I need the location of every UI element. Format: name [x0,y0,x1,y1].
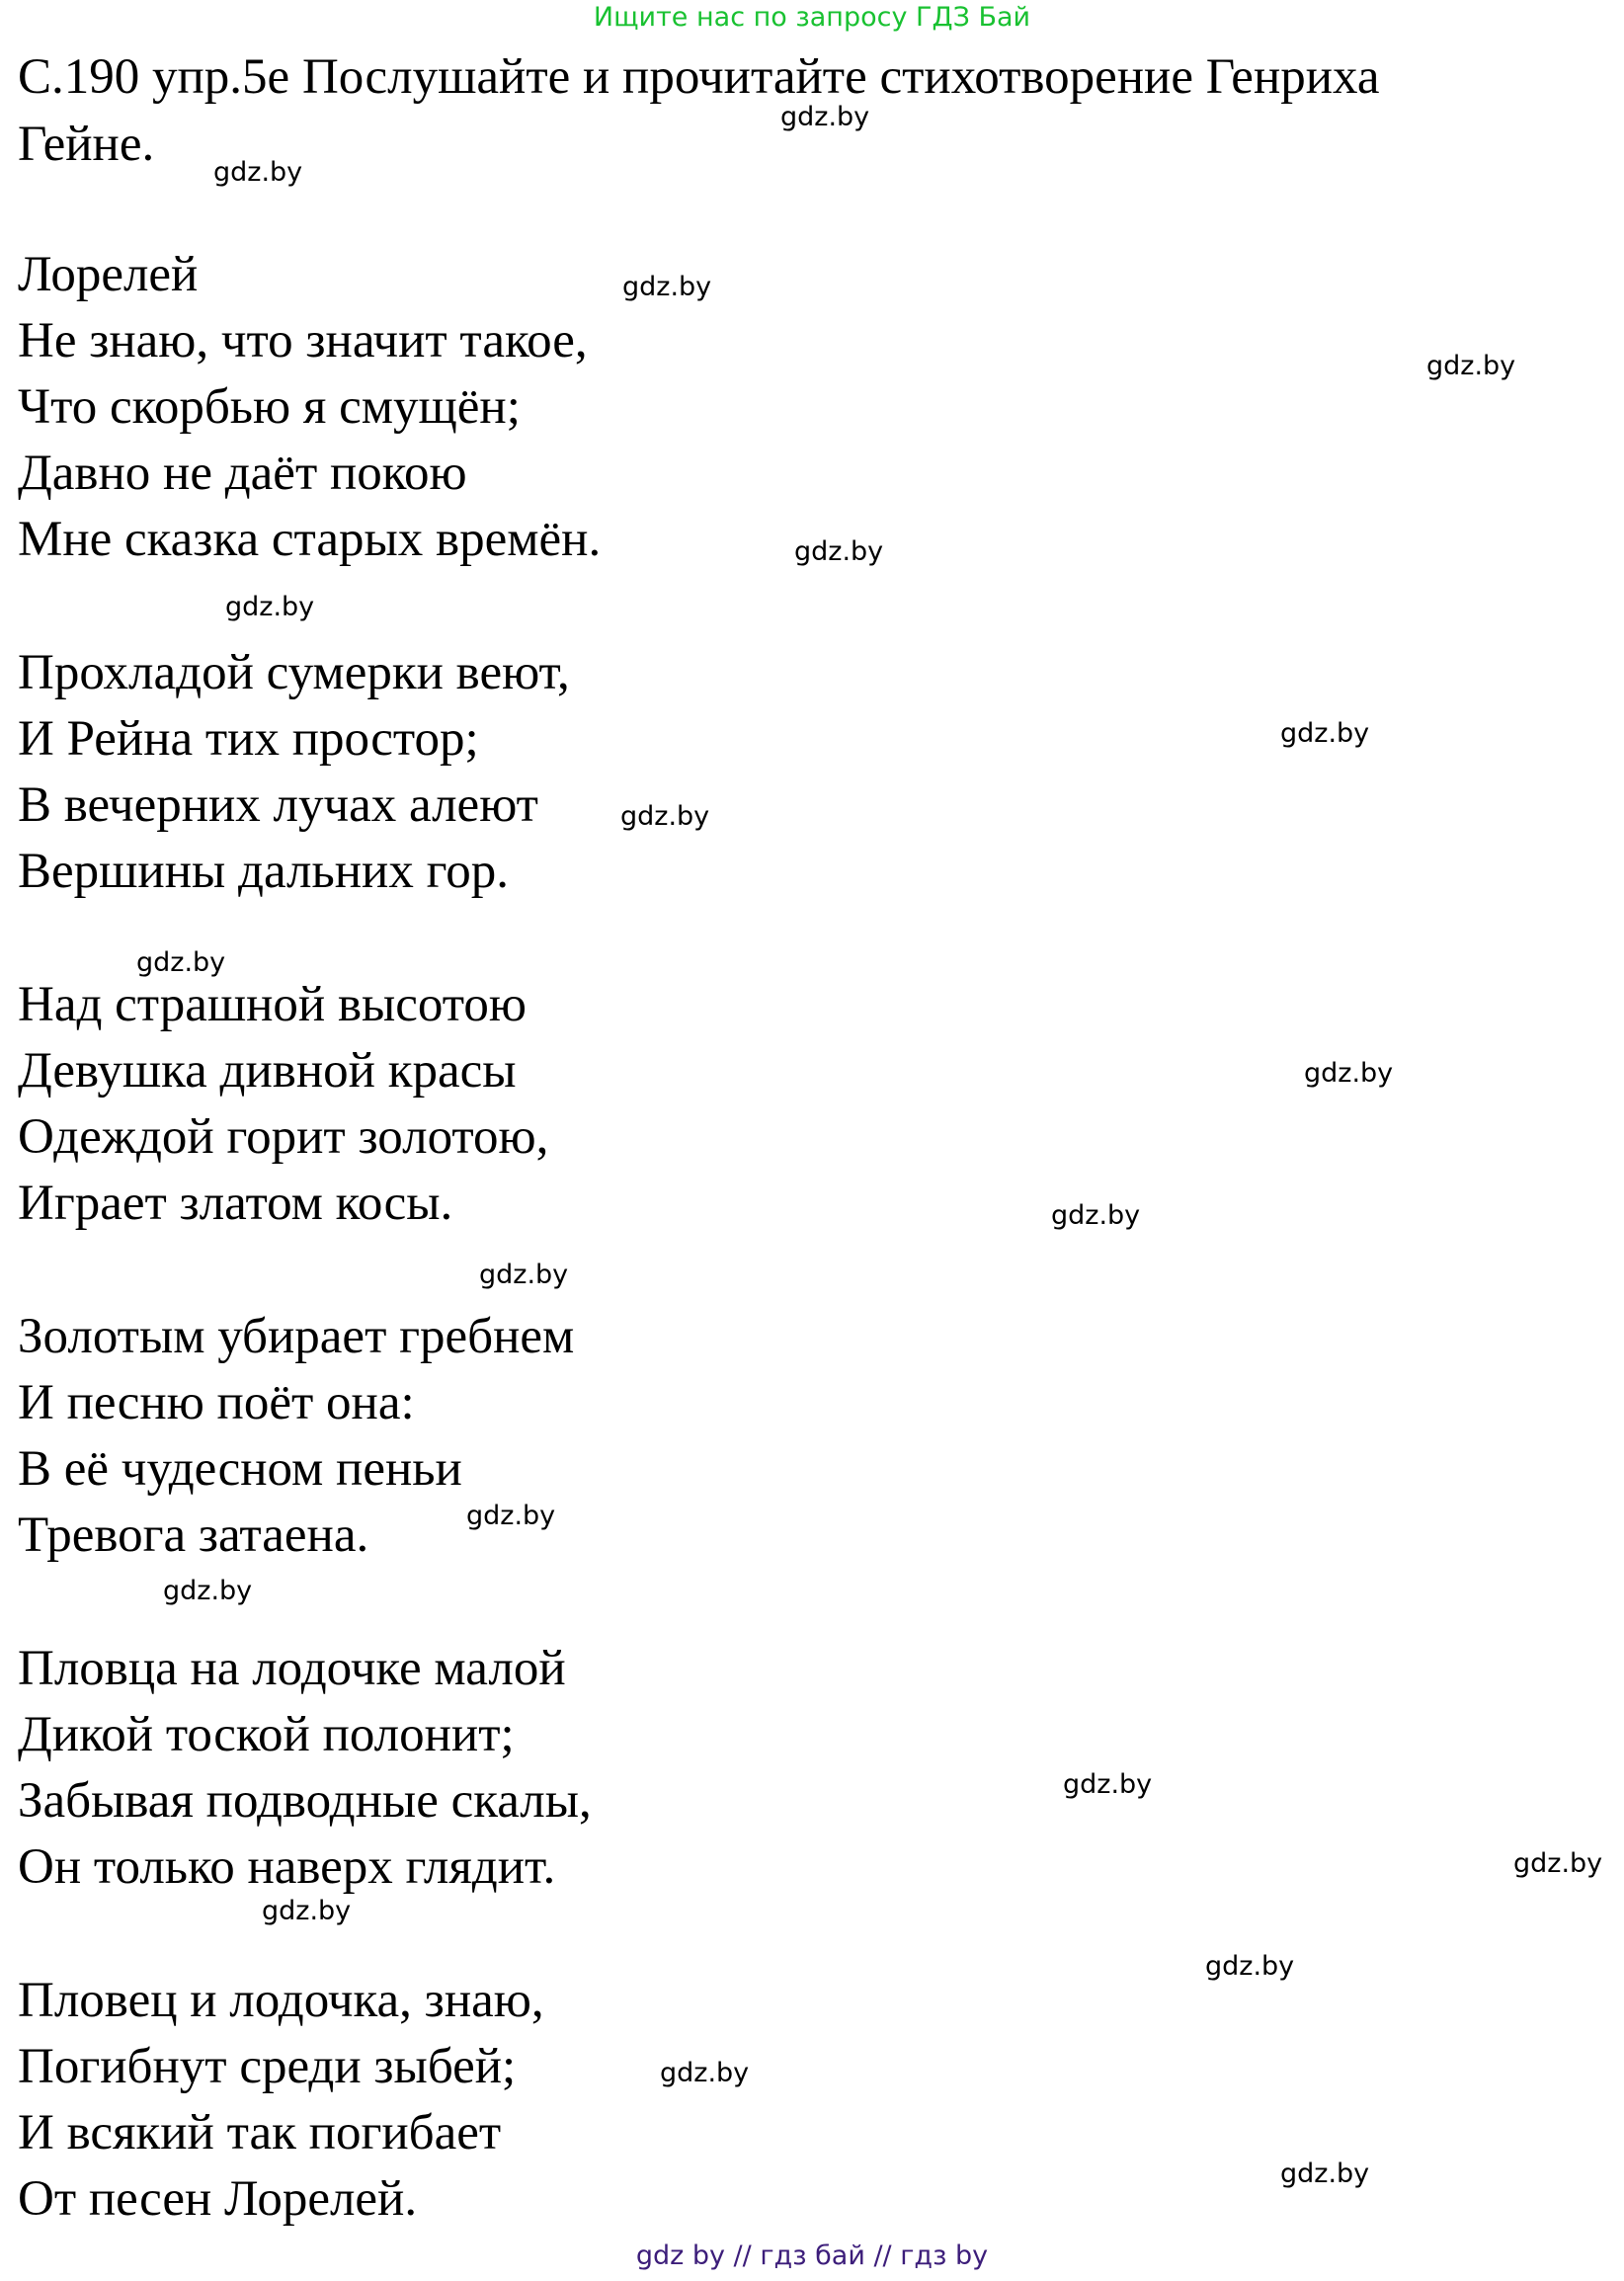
poem [18,242,601,2233]
watermark: gdz.by [1063,1769,1153,1800]
watermark: gdz.by [225,592,315,622]
exercise-title-line-1: С.190 упр.5е Послушайте и прочитайте стихотворение Генриха [18,49,1380,105]
poem-line: Прохладой сумерки веют, [18,645,570,700]
poem-line: Не знаю, что значит такое, [18,313,588,368]
poem-line: Над страшной высотою [18,977,527,1032]
watermark: gdz.by [622,272,712,302]
poem-line: Мне сказка старых времён. [18,512,602,567]
poem-line: В её чудесном пеньи [18,1441,462,1497]
poem-line: Пловца на лодочке малой [18,1641,566,1696]
watermark: gdz.by [1051,1200,1141,1231]
poem-line: Играет златом косы. [18,1176,453,1231]
poem-line: Забывая подводные скалы, [18,1773,592,1829]
watermark: gdz.by [163,1576,253,1606]
poem-line: Дикой тоской полонит; [18,1707,515,1762]
watermark: gdz.by [1513,1848,1603,1879]
exercise-title-line-2: Гейне. [18,117,155,172]
poem-line: Золотым убирает гребнем [18,1309,575,1364]
watermark: gdz.by [466,1501,556,1531]
watermark: gdz.by [1280,718,1370,749]
watermark: gdz.by [1280,2159,1370,2189]
watermark: gdz.by [262,1896,352,1926]
watermark: gdz.by [479,1260,569,1290]
poem-line: И песню поёт она: [18,1375,415,1430]
stanza-gap [18,905,601,972]
watermark: gdz.by [780,102,870,132]
poem-title: Лорелей [18,247,199,302]
poem-line: И всякий так погибает [18,2105,502,2160]
poem-line: И Рейна тих простор; [18,711,479,767]
poem-line: Вершины дальних гор. [18,844,510,899]
search-hint-link[interactable]: Ищите нас по запросу ГДЗ Бай [593,2,1031,33]
watermark: gdz.by [620,801,710,832]
poem-line: Погибнут среди зыбей; [18,2039,517,2094]
poem-line: Пловец и лодочка, знаю, [18,1973,544,2028]
poem-line: От песен Лорелей. [18,2171,418,2227]
watermark: gdz.by [660,2058,750,2088]
stanza-gap [18,1569,601,1636]
poem-line: Давно не даёт покою [18,446,467,501]
poem-line: Тревога затаена. [18,1507,369,1563]
watermark: gdz.by [136,947,226,978]
watermark: gdz.by [1304,1058,1394,1089]
poem-line: В вечерних лучах алеют [18,777,538,833]
footer-links[interactable]: gdz by // гдз бай // гдз by [635,2240,989,2271]
poem-line: Он только наверх глядит. [18,1839,556,1895]
poem-line: Девушка дивной красы [18,1043,517,1099]
watermark: gdz.by [1205,1951,1295,1982]
poem-line: Что скорбью я смущён; [18,379,521,435]
watermark: gdz.by [794,536,884,567]
watermark: gdz.by [213,157,303,188]
poem-line: Одеждой горит золотою, [18,1109,549,1165]
watermark: gdz.by [1426,351,1516,381]
